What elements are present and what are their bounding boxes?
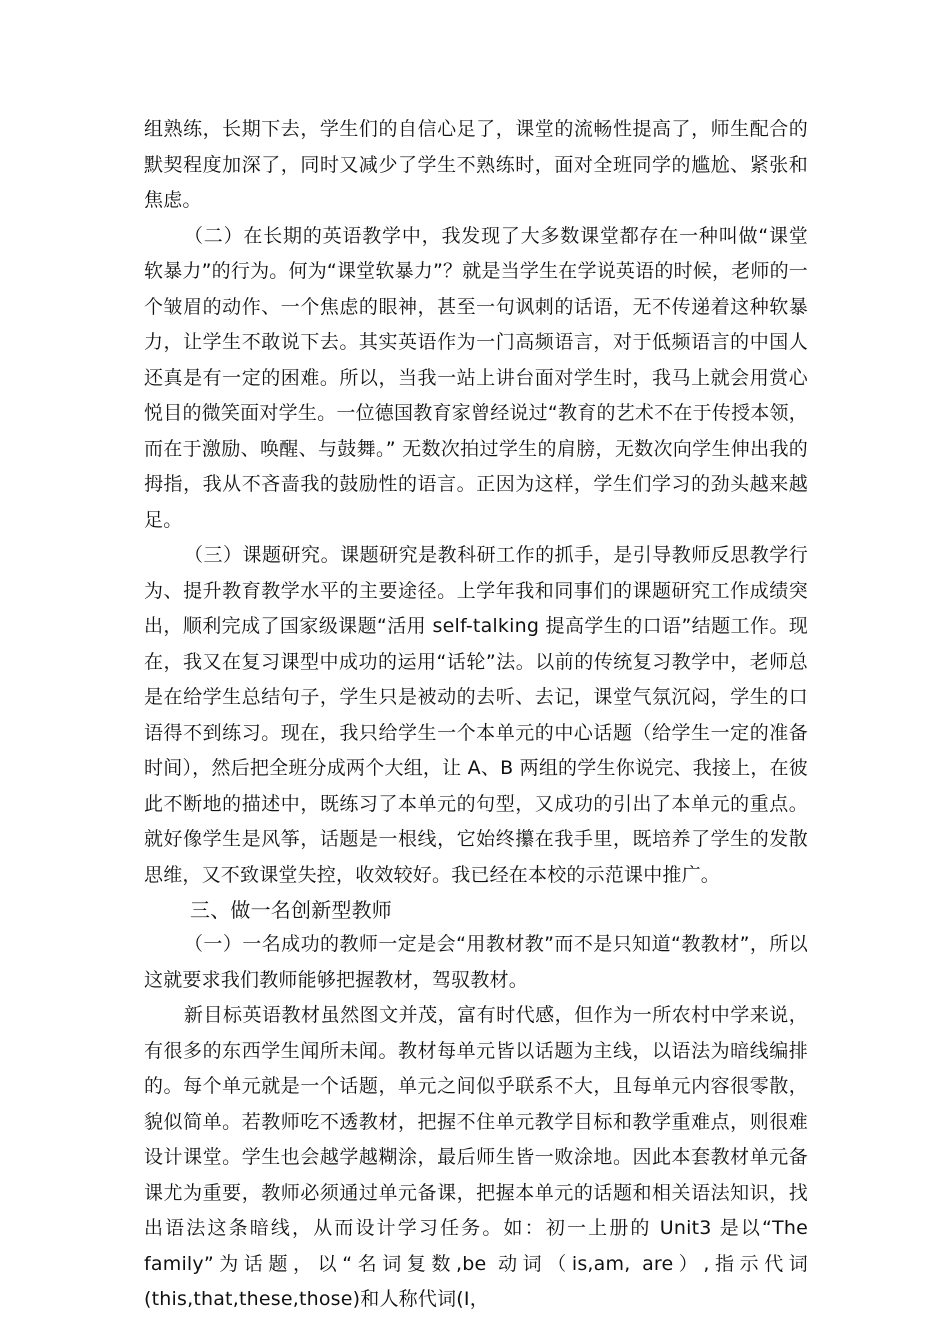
- paragraph-continued: 组熟练，长期下去，学生们的自信心足了，课堂的流畅性提高了，师生配合的默契程度加深了，同时又减少了学生不熟练时，面对全班同学的尴尬、紧张和焦虑。: [144, 118, 808, 211]
- paragraph-section-one: （一）一名成功的教师一定是会“用教材教”而不是只知道“教教材”，所以这就要求我们教师能够把握教材，驾驭教材。: [144, 933, 808, 991]
- document-body: [144, 112, 808, 1318]
- paragraph-textbook: 新目标英语教材虽然图文并茂，富有时代感，但作为一所农村中学来说，有很多的东西学生闻所未闻。教材每单元皆以话题为主线，以语法为暗线编排的。每个单元就是一个话题，单元之间似乎联系不大，且每单元内容很零散，貌似简单。若教师吃不透教材，把握不住单元教学目标和教学重难点，则很难设计课堂。学生也会越学越糊涂，最后师生皆一败涂地。因此本套教材单元备课尤为重要，教师必须通过单元备课，把握本单元的话题和相关语法知识，找出语法这条暗线，从而设计学习任务。如：初一上册的 Unit3 是以“The family”为话题，以“名词复数,be 动词（is,am, are）,指示代词(this,that,these,those)和人称代词(I，: [144, 1004, 808, 1310]
- section-heading: 三、做一名创新型教师: [190, 898, 392, 922]
- paragraph-three: （三）课题研究。课题研究是教科研工作的抓手，是引导教师反思教学行为、提升教育教学水平的主要途径。上学年我和同事们的课题研究工作成绩突出，顺利完成了国家级课题“活用 self-talking 提高学生的口语”结题工作。现在，我又在复习课型中成功的运用“话轮”法。以前的传统复习教学中，老师总是在给学生总结句子，学生只是被动的去听、去记，课堂气氛沉闷，学生的口语得不到练习。现在，我只给学生一个本单元的中心话题（给学生一定的准备时间），然后把全班分成两个大组，让 A、B 两组的学生你说完、我接上，在彼此不断地的描述中，既练习了本单元的句型，又成功的引出了本单元的重点。就好像学生是风筝，话题是一根线，它始终攥在我手里，既培养了学生的发散思维，又不致课堂失控，收效较好。我已经在本校的示范课中推广。: [144, 544, 808, 886]
- paragraph-two: （二）在长期的英语教学中，我发现了大多数课堂都存在一种叫做“课堂软暴力”的行为。何为“课堂软暴力”？就是当学生在学说英语的时候，老师的一个皱眉的动作、一个焦虑的眼神，甚至一句讽刺的话语，无不传递着这种软暴力，让学生不敢说下去。其实英语作为一门高频语言，对于低频语言的中国人还真是有一定的困难。所以，当我一站上讲台面对学生时，我马上就会用赏心悦目的微笑面对学生。一位德国教育家曾经说过“教育的艺术不在于传授本领，而在于激励、唤醒、与鼓舞。” 无数次拍过学生的肩膀，无数次向学生伸出我的拇指，我从不吝啬我的鼓励性的语言。正因为这样，学生们学习的劲头越来越足。: [144, 224, 808, 531]
